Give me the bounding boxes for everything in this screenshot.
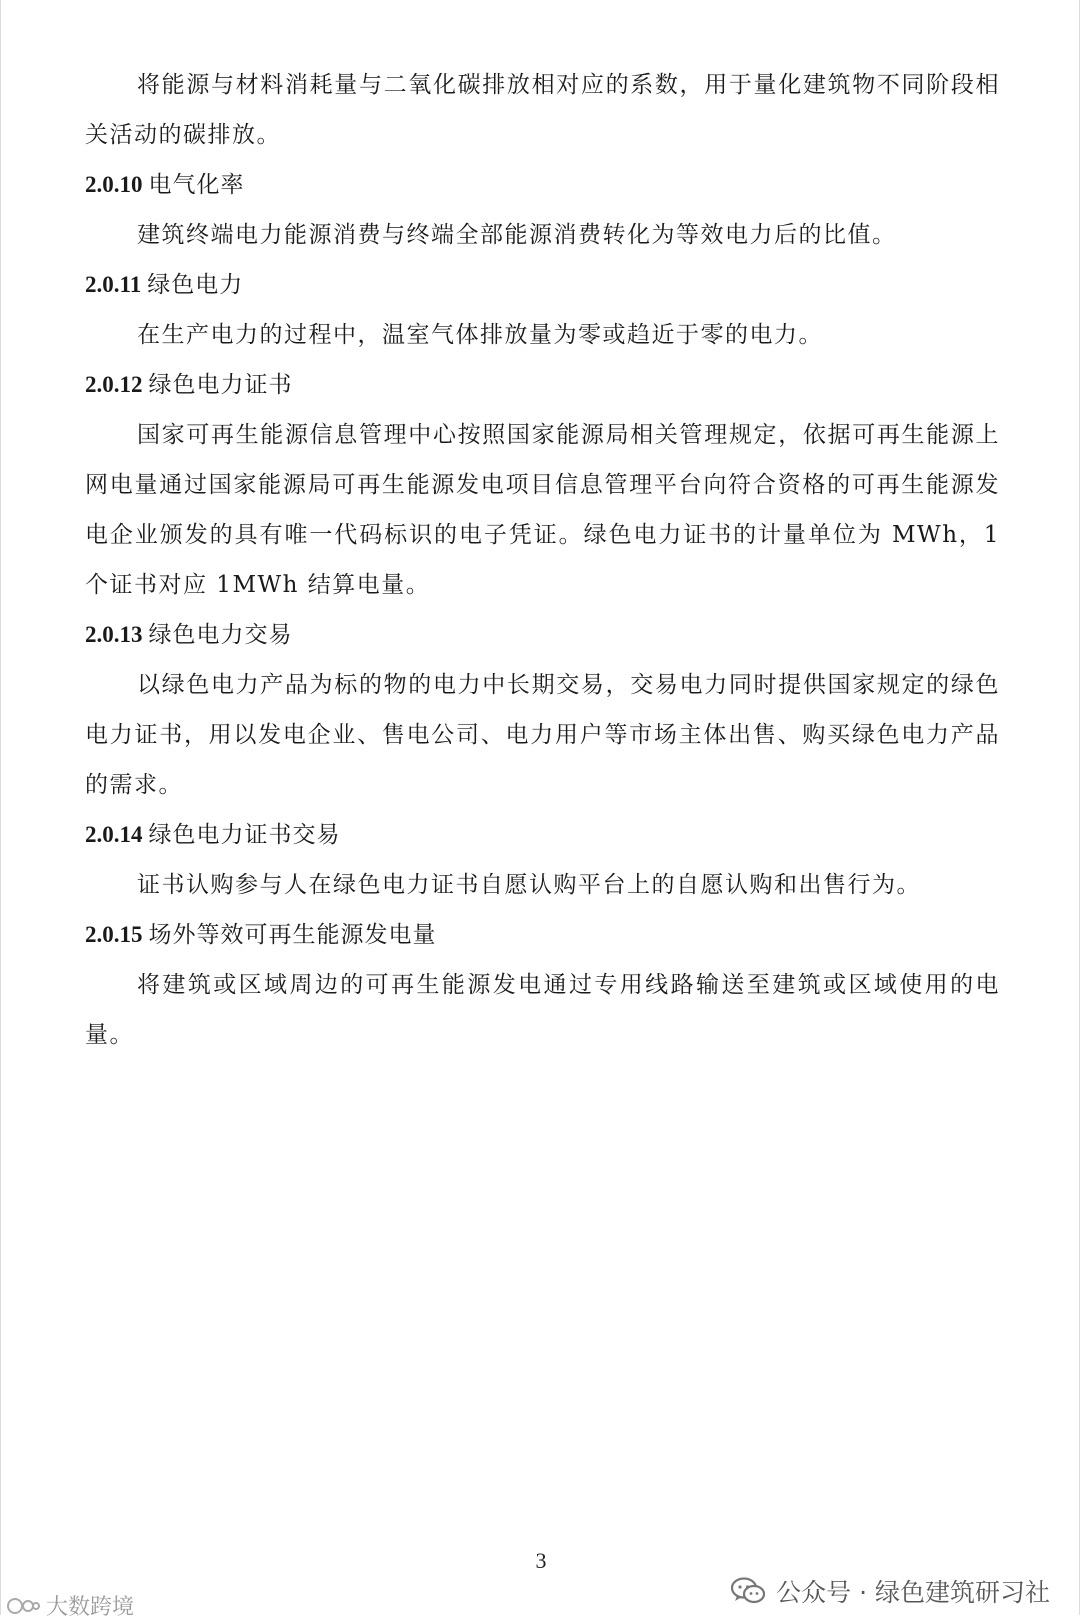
section-number: 2.0.10 (85, 172, 143, 197)
paragraph: 在生产电力的过程中，温室气体排放量为零或趋近于零的电力。 (137, 322, 823, 348)
section-title: 绿色电力 (147, 272, 244, 298)
document-body (85, 60, 1000, 1060)
section-number: 2.0.15 (85, 922, 143, 947)
section-heading (85, 810, 1000, 860)
section-heading (85, 610, 1000, 660)
source-watermark (6, 1590, 134, 1621)
wechat-icon (730, 1577, 766, 1605)
paragraph: 证书认购参与人在绿色电力证书自愿认购平台上的自愿认购和出售行为。 (137, 872, 921, 898)
section-number: 2.0.11 (85, 272, 142, 297)
paragraph: 建筑终端电力能源消费与终端全部能源消费转化为等效电力后的比值。 (137, 222, 897, 248)
section-title: 绿色电力证书交易 (148, 822, 341, 848)
section-title: 绿色电力证书 (148, 372, 293, 398)
section-title: 电气化率 (148, 172, 245, 198)
paragraph: 将能源与材料消耗量与二氧化碳排放相对应的系数，用于量化建筑物不同阶段相关活动的碳排放。 (85, 72, 1000, 148)
paragraph: 国家可再生能源信息管理中心按照国家能源局相关管理规定，依据可再生能源上网电量通过国家能源局可再生能源发电项目信息管理平台向符合资格的可再生能源发电企业颁发的具有唯一代码标识的电子凭证。绿色电力证书的计量单位为 MWh，1 个证书对应 1MWh 结算电量。 (85, 422, 1000, 598)
section-heading (85, 910, 1000, 960)
section-heading (85, 260, 1000, 310)
source-watermark-text: 大数跨境 (46, 1595, 135, 1620)
section-number: 2.0.13 (85, 622, 143, 647)
section-title: 场外等效可再生能源发电量 (148, 922, 437, 948)
wechat-watermark-text: 公众号 · 绿色建筑研习社 (776, 1578, 1050, 1607)
section-title: 绿色电力交易 (148, 622, 293, 648)
section-number: 2.0.12 (85, 372, 143, 397)
section-heading (85, 360, 1000, 410)
wechat-watermark (730, 1573, 1050, 1609)
page-number: 3 (535, 1548, 547, 1573)
paragraph: 将建筑或区域周边的可再生能源发电通过专用线路输送至建筑或区域使用的电量。 (85, 972, 1000, 1048)
section-heading (85, 160, 1000, 210)
logo-icon (6, 1595, 40, 1617)
paragraph: 以绿色电力产品为标的物的电力中长期交易，交易电力同时提供国家规定的绿色电力证书，用以发电企业、售电公司、电力用户等市场主体出售、购买绿色电力产品的需求。 (85, 672, 1000, 798)
section-number: 2.0.14 (85, 822, 143, 847)
